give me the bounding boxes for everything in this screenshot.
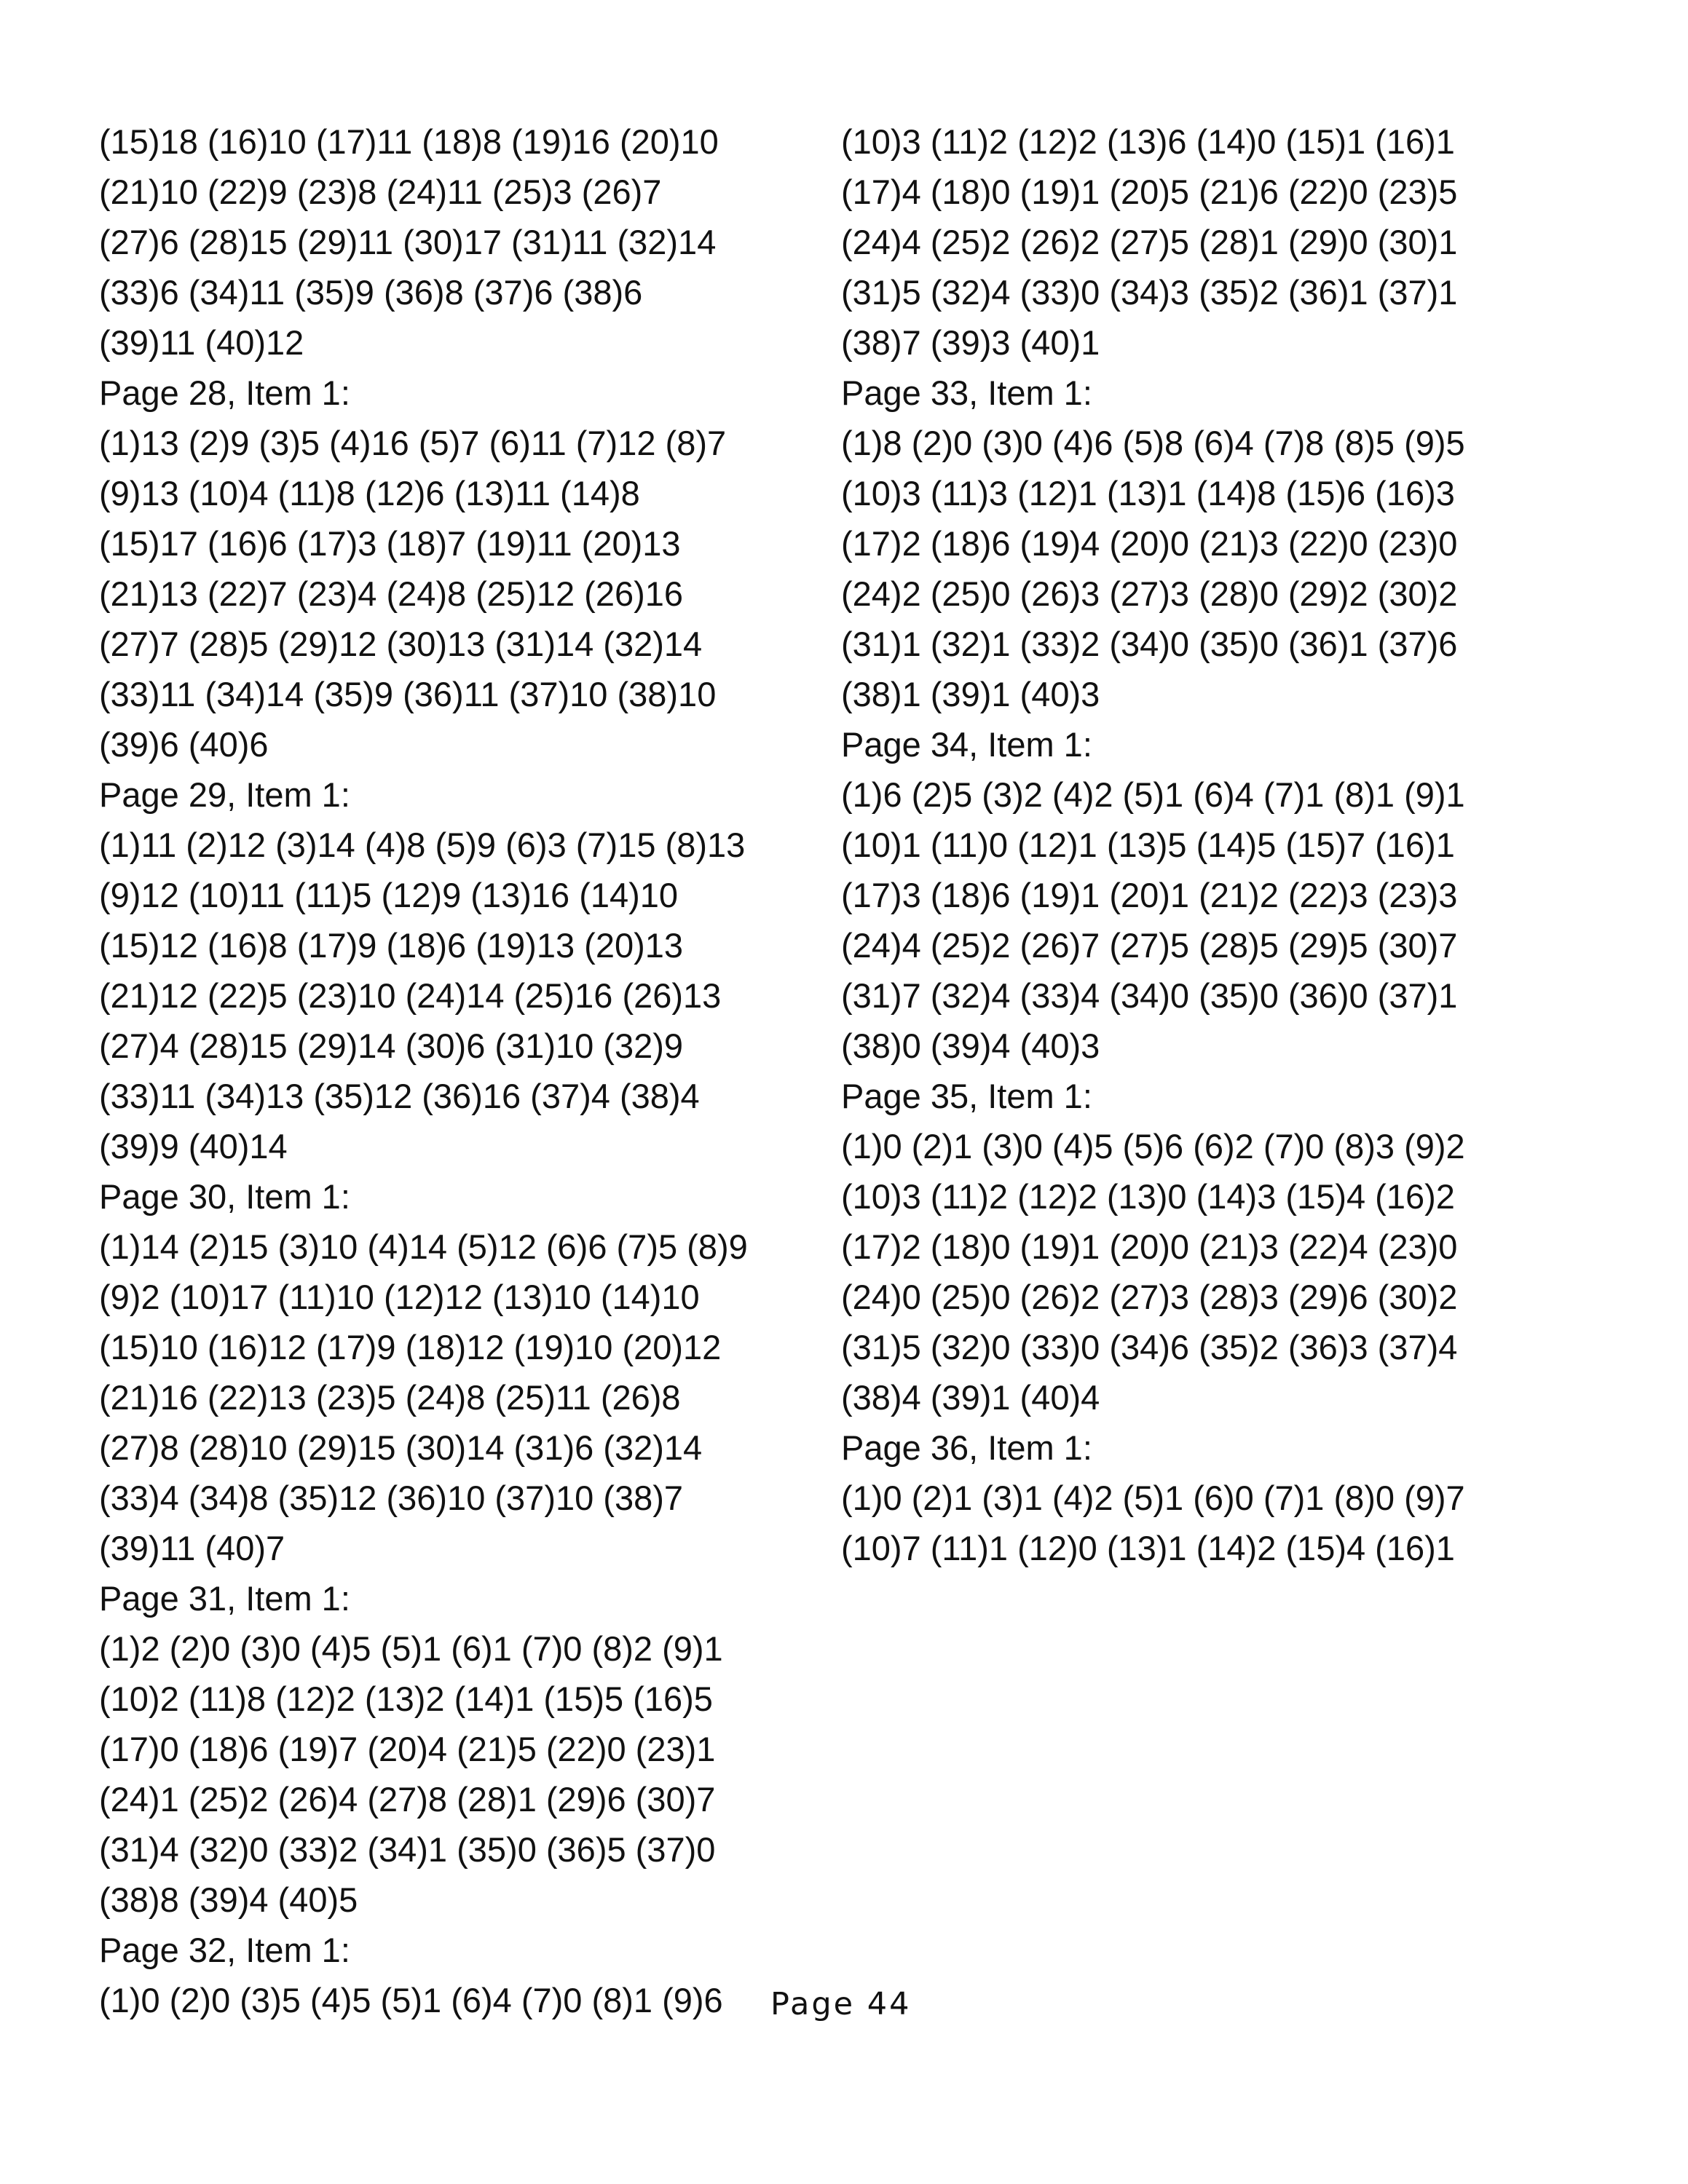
page-number: Page 44 [770, 1986, 912, 2022]
answer-line: (10)1 (11)0 (12)1 (13)5 (14)5 (15)7 (16)1 [841, 826, 1455, 864]
answer-line: (24)4 (25)2 (26)2 (27)5 (28)1 (29)0 (30)1 [841, 223, 1458, 261]
answer-line: (33)6 (34)11 (35)9 (36)8 (37)6 (38)6 [99, 273, 643, 312]
answer-line: (1)8 (2)0 (3)0 (4)6 (5)8 (6)4 (7)8 (8)5 (9)5 [841, 424, 1465, 462]
answer-line: (17)0 (18)6 (19)7 (20)4 (21)5 (22)0 (23)1 [99, 1730, 716, 1768]
answer-line: (27)7 (28)5 (29)12 (30)13 (31)14 (32)14 [99, 625, 703, 663]
answer-line: (17)3 (18)6 (19)1 (20)1 (21)2 (22)3 (23)3 [841, 876, 1458, 914]
answer-line: (21)12 (22)5 (23)10 (24)14 (25)16 (26)13 [99, 976, 722, 1015]
answer-line: (9)2 (10)17 (11)10 (12)12 (13)10 (14)10 [99, 1278, 700, 1316]
answer-line: (21)10 (22)9 (23)8 (24)11 (25)3 (26)7 [99, 173, 662, 211]
answer-line: (31)1 (32)1 (33)2 (34)0 (35)0 (36)1 (37)6 [841, 625, 1458, 663]
answer-line: (38)8 (39)4 (40)5 [99, 1880, 358, 1919]
answer-line: (1)6 (2)5 (3)2 (4)2 (5)1 (6)4 (7)1 (8)1 (9)1 [841, 775, 1465, 814]
answer-line: (24)4 (25)2 (26)7 (27)5 (28)5 (29)5 (30)7 [841, 926, 1458, 965]
answer-line: (9)12 (10)11 (11)5 (12)9 (13)16 (14)10 [99, 876, 679, 914]
answer-line: (39)11 (40)7 [99, 1529, 285, 1567]
section-heading: Page 36, Item 1: [841, 1428, 1092, 1467]
left-text-column [99, 116, 784, 2025]
section-heading: Page 28, Item 1: [99, 373, 350, 412]
answer-line: (38)4 (39)1 (40)4 [841, 1378, 1100, 1417]
answer-line: (17)4 (18)0 (19)1 (20)5 (21)6 (22)0 (23)5 [841, 173, 1458, 211]
answer-line: (15)18 (16)10 (17)11 (18)8 (19)16 (20)10 [99, 122, 719, 161]
answer-line: (17)2 (18)0 (19)1 (20)0 (21)3 (22)4 (23)0 [841, 1227, 1458, 1266]
answer-line: (1)0 (2)0 (3)5 (4)5 (5)1 (6)4 (7)0 (8)1 (9)6 [99, 1981, 723, 2019]
answer-line: (24)1 (25)2 (26)4 (27)8 (28)1 (29)6 (30)7 [99, 1780, 716, 1819]
section-heading: Page 31, Item 1: [99, 1579, 350, 1618]
answer-line: (31)4 (32)0 (33)2 (34)1 (35)0 (36)5 (37)0 [99, 1830, 716, 1869]
answer-line: (1)11 (2)12 (3)14 (4)8 (5)9 (6)3 (7)15 (8)13 [99, 826, 746, 864]
section-heading: Page 30, Item 1: [99, 1177, 350, 1216]
answer-line: (24)0 (25)0 (26)2 (27)3 (28)3 (29)6 (30)2 [841, 1278, 1458, 1316]
answer-line: (33)11 (34)13 (35)12 (36)16 (37)4 (38)4 [99, 1077, 700, 1115]
answer-line: (9)13 (10)4 (11)8 (12)6 (13)11 (14)8 [99, 474, 640, 513]
answer-line: (39)6 (40)6 [99, 725, 269, 764]
answer-line: (24)2 (25)0 (26)3 (27)3 (28)0 (29)2 (30)2 [841, 574, 1458, 613]
answer-line: (17)2 (18)6 (19)4 (20)0 (21)3 (22)0 (23)0 [841, 524, 1458, 563]
right-text-column [841, 116, 1526, 1573]
answer-line: (33)4 (34)8 (35)12 (36)10 (37)10 (38)7 [99, 1479, 684, 1517]
answer-line: (15)12 (16)8 (17)9 (18)6 (19)13 (20)13 [99, 926, 684, 965]
section-heading: Page 29, Item 1: [99, 775, 350, 814]
answer-line: (10)7 (11)1 (12)0 (13)1 (14)2 (15)4 (16)1 [841, 1529, 1455, 1567]
section-heading: Page 34, Item 1: [841, 725, 1092, 764]
answer-line: (10)2 (11)8 (12)2 (13)2 (14)1 (15)5 (16)5 [99, 1679, 713, 1718]
answer-line: (38)0 (39)4 (40)3 [841, 1026, 1100, 1065]
section-heading: Page 35, Item 1: [841, 1077, 1092, 1115]
answer-line: (38)1 (39)1 (40)3 [841, 675, 1100, 713]
answer-line: (10)3 (11)3 (12)1 (13)1 (14)8 (15)6 (16)3 [841, 474, 1455, 513]
section-heading: Page 32, Item 1: [99, 1931, 350, 1969]
answer-line: (31)7 (32)4 (33)4 (34)0 (35)0 (36)0 (37)1 [841, 976, 1458, 1015]
answer-line: (39)11 (40)12 [99, 323, 304, 362]
answer-line: (27)4 (28)15 (29)14 (30)6 (31)10 (32)9 [99, 1026, 684, 1065]
answer-line: (1)0 (2)1 (3)1 (4)2 (5)1 (6)0 (7)1 (8)0 (9)7 [841, 1479, 1465, 1517]
answer-line: (1)14 (2)15 (3)10 (4)14 (5)12 (6)6 (7)5 (8)9 [99, 1227, 748, 1266]
answer-line: (38)7 (39)3 (40)1 [841, 323, 1100, 362]
answer-line: (15)10 (16)12 (17)9 (18)12 (19)10 (20)12 [99, 1328, 722, 1366]
section-heading: Page 33, Item 1: [841, 373, 1092, 412]
answer-line: (31)5 (32)0 (33)0 (34)6 (35)2 (36)3 (37)4 [841, 1328, 1458, 1366]
answer-line: (33)11 (34)14 (35)9 (36)11 (37)10 (38)10 [99, 675, 717, 713]
answer-line: (21)13 (22)7 (23)4 (24)8 (25)12 (26)16 [99, 574, 684, 613]
answer-line: (21)16 (22)13 (23)5 (24)8 (25)11 (26)8 [99, 1378, 681, 1417]
answer-line: (27)8 (28)10 (29)15 (30)14 (31)6 (32)14 [99, 1428, 703, 1467]
answer-line: (1)13 (2)9 (3)5 (4)16 (5)7 (6)11 (7)12 (8)7 [99, 424, 727, 462]
answer-line: (10)3 (11)2 (12)2 (13)6 (14)0 (15)1 (16)1 [841, 122, 1455, 161]
answer-line: (1)0 (2)1 (3)0 (4)5 (5)6 (6)2 (7)0 (8)3 (9)2 [841, 1127, 1465, 1166]
answer-line: (39)9 (40)14 [99, 1127, 288, 1166]
answer-line: (31)5 (32)4 (33)0 (34)3 (35)2 (36)1 (37)1 [841, 273, 1458, 312]
answer-line: (1)2 (2)0 (3)0 (4)5 (5)1 (6)1 (7)0 (8)2 (9)1 [99, 1629, 723, 1668]
answer-line: (15)17 (16)6 (17)3 (18)7 (19)11 (20)13 [99, 524, 681, 563]
answer-line: (27)6 (28)15 (29)11 (30)17 (31)11 (32)14 [99, 223, 717, 261]
answer-line: (10)3 (11)2 (12)2 (13)0 (14)3 (15)4 (16)2 [841, 1177, 1455, 1216]
